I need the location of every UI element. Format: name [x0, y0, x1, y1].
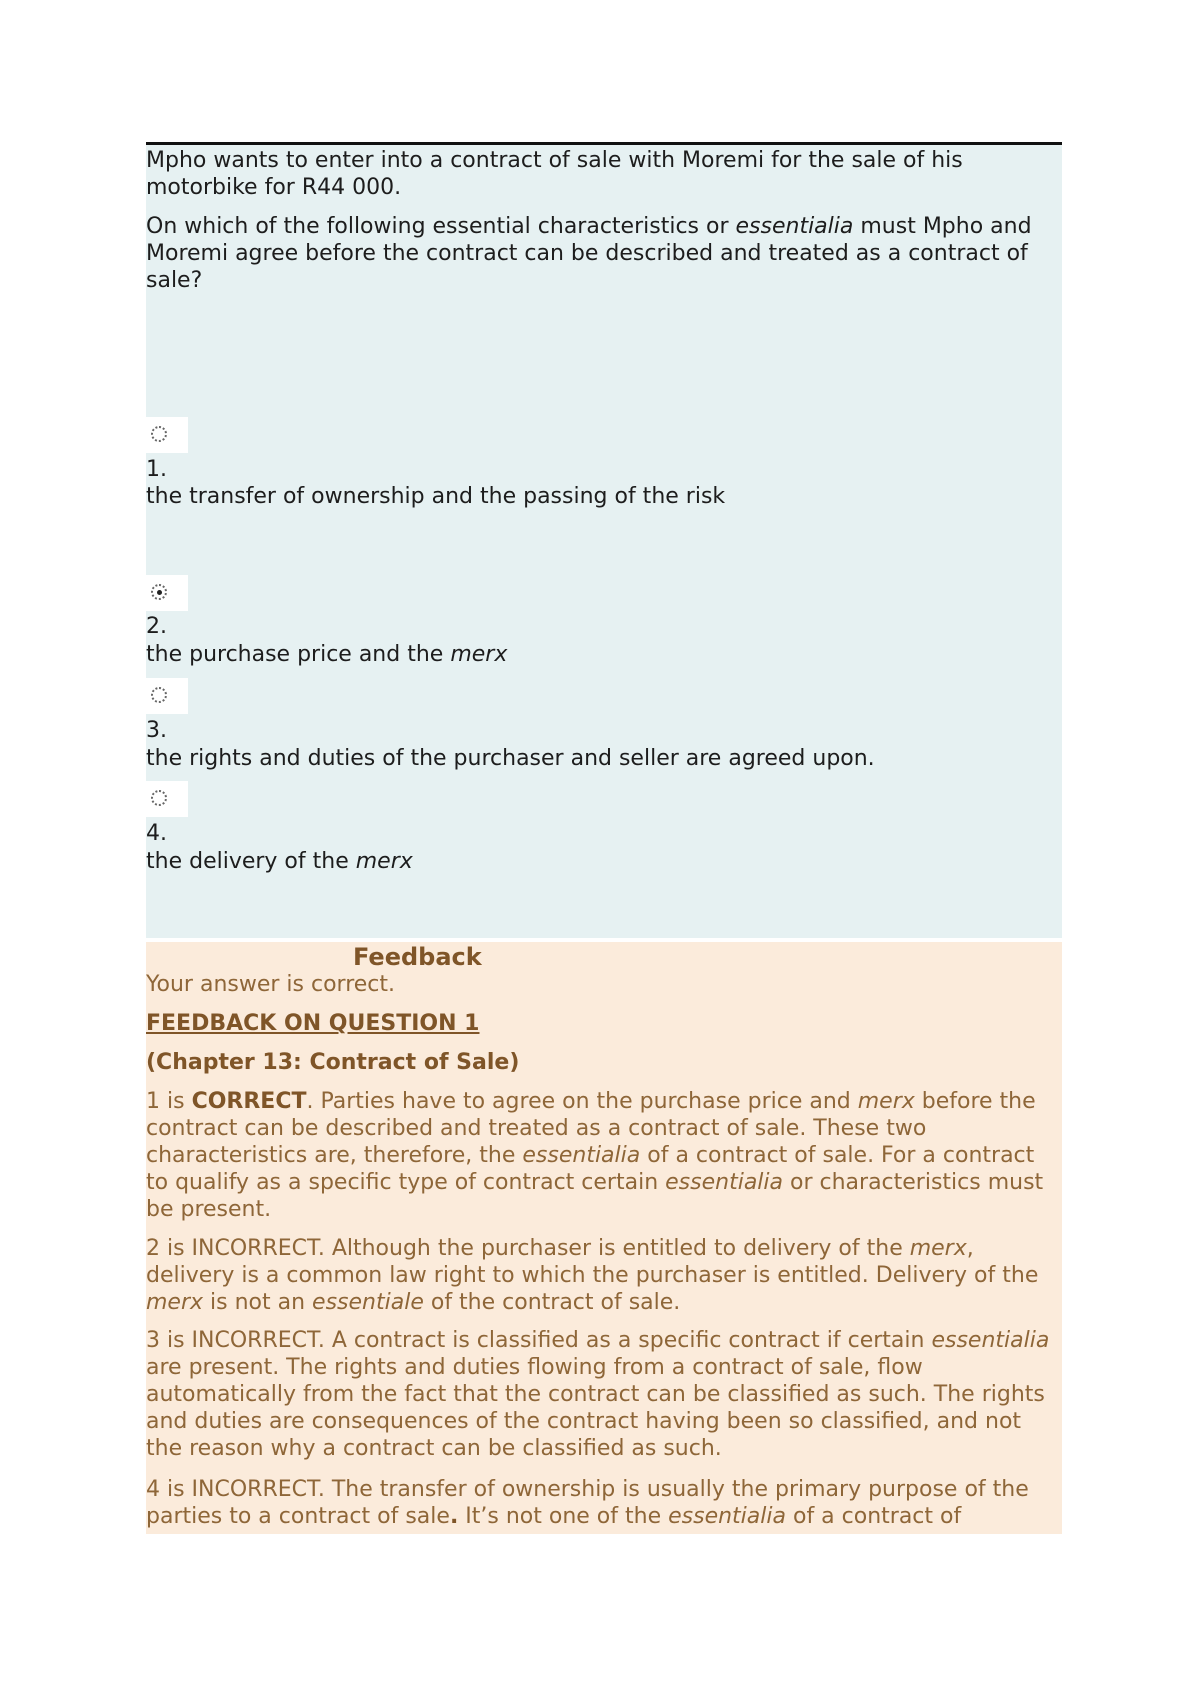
option-2-radio-area[interactable]: [146, 575, 188, 611]
feedback-panel: [146, 942, 1062, 1534]
question-stem-1: Mpho wants to enter into a contract of sale with Moremi for the sale of his motorbike for R44 000.: [146, 148, 963, 200]
feedback-title: FEEDBACK ON QUESTION 1: [146, 1011, 480, 1036]
option-1-number: 1.: [146, 457, 167, 482]
option-1-radio[interactable]: [151, 426, 167, 442]
option-3-text: the rights and duties of the purchaser and seller are agreed upon.: [146, 746, 875, 771]
feedback-heading: Feedback: [353, 943, 482, 971]
feedback-paragraph-3: 3 is INCORRECT. A contract is classified as a specific contract if certain essentialia are present. The rights and duties flowing from a contract of sale, flow automatically from the fact that the contract can be classified as such. The rights and duties are consequences of the contract having been so classified, and not the reason why a contract can be classified as such.: [146, 1328, 1050, 1461]
feedback-chapter: (Chapter 13: Contract of Sale): [146, 1050, 520, 1075]
feedback-paragraph-2: 2 is INCORRECT. Although the purchaser is entitled to delivery of the merx, delivery is a common law right to which the purchaser is entitled. Delivery of the merx is not an essentiale of the contract of sale.: [146, 1236, 1039, 1315]
feedback-paragraph-4: 4 is INCORRECT. The transfer of ownership is usually the primary purpose of the parties to a contract of sale. It’s not one of the essentialia of a contract of: [146, 1477, 1029, 1529]
option-3-radio-area[interactable]: [146, 678, 188, 714]
option-3-radio[interactable]: [151, 687, 167, 703]
feedback-paragraph-1: 1 is CORRECT. Parties have to agree on the purchase price and merx before the contract can be described and treated as a contract of sale. These two characteristics are, therefore, the essentialia of a contract of sale. For a contract to qualify as a specific type of contract certain essentialia or characteristics must be present.: [146, 1089, 1044, 1222]
option-4-radio-area[interactable]: [146, 781, 188, 817]
option-4-number: 4.: [146, 821, 167, 846]
question-panel: [146, 142, 1062, 938]
option-1-radio-area[interactable]: [146, 417, 188, 453]
option-4-text: the delivery of the merx: [146, 849, 413, 874]
option-3-number: 3.: [146, 718, 167, 743]
option-2-number: 2.: [146, 614, 167, 639]
question-stem-2: On which of the following essential characteristics or essentialia must Mpho and Moremi agree before the contract can be described and treated as a contract of sale?: [146, 214, 1032, 293]
option-2-radio[interactable]: [151, 584, 167, 600]
feedback-result: Your answer is correct.: [146, 972, 396, 997]
option-1-text: the transfer of ownership and the passing of the risk: [146, 484, 726, 509]
option-2-text: the purchase price and the merx: [146, 642, 508, 667]
option-4-radio[interactable]: [151, 790, 167, 806]
